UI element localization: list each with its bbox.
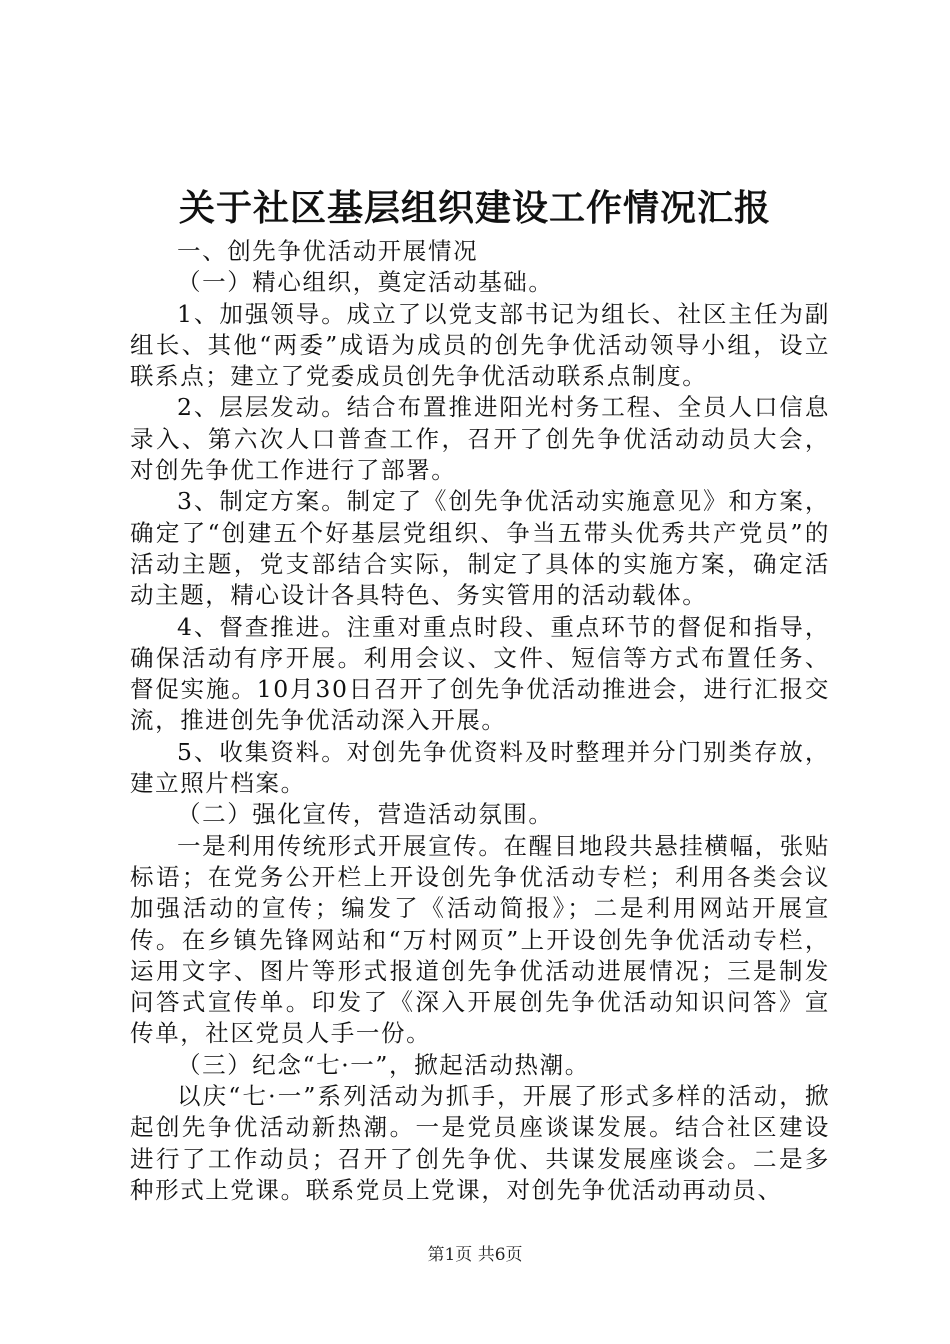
subsection-heading-2: （二）强化宣传，营造活动氛围。	[177, 800, 554, 829]
subsection-heading-1: （一）精心组织，奠定活动基础。	[177, 268, 554, 297]
document-body	[130, 236, 830, 1206]
paragraph-july-first: 以庆“七·一”系列活动为抓手，开展了形式多样的活动，掀起创先争优活动新热潮。一是党员座谈谋发展。结合社区建设进行了工作动员；召开了创先争优、共谋发展座谈会。二是多种形式上党课。联系党员上党课，对创先争优活动再动员、	[130, 1082, 830, 1204]
paragraph-item-5: 5、收集资料。对创先争优资料及时整理并分门别类存放，建立照片档案。	[130, 737, 830, 798]
subsection-heading-3: （三）纪念“七·一”，掀起活动热潮。	[177, 1050, 590, 1079]
paragraph-item-2: 2、层层发动。结合布置推进阳光村务工程、全员人口信息录入、第六次人口普查工作，召开了创先争优活动动员大会，对创先争优工作进行了部署。	[130, 393, 830, 485]
paragraph-item-4: 4、督查推进。注重对重点时段、重点环节的督促和指导，确保活动有序开展。利用会议、文件、短信等方式布置任务、督促实施。10月30日召开了创先争优活动推进会，进行汇报交流，推进创先争优活动深入开展。	[130, 612, 830, 735]
section-heading-1: 一、创先争优活动开展情况	[177, 237, 479, 265]
paragraph-item-3: 3、制定方案。制定了《创先争优活动实施意见》和方案，确定了“创建五个好基层党组织、争当五带头优秀共产党员”的活动主题，党支部结合实际，制定了具体的实施方案，确定活动主题，精心设计各具特色、务实管用的活动载体。	[130, 487, 830, 610]
paragraph-item-1: 1、加强领导。成立了以党支部书记为组长、社区主任为副组长、其他“两委”成语为成员的创先争优活动领导小组，设立联系点；建立了党委成员创先争优活动联系点制度。	[130, 299, 830, 391]
page-footer: 第1页 共6页	[427, 1245, 523, 1265]
document-title: 关于社区基层组织建设工作情况汇报	[178, 187, 771, 229]
paragraph-publicity: 一是利用传统形式开展宣传。在醒目地段共悬挂横幅，张贴标语；在党务公开栏上开设创先争优活动专栏；利用各类会议加强活动的宣传；编发了《活动简报》；二是利用网站开展宣传。在乡镇先锋网站和“万村网页”上开设创先争优活动专栏，运用文字、图片等形式报道创先争优活动进展情况；三是制发问答式宣传单。印发了《深入开展创先争优活动知识问答》宣传单，社区党员人手一份。	[130, 831, 830, 1048]
